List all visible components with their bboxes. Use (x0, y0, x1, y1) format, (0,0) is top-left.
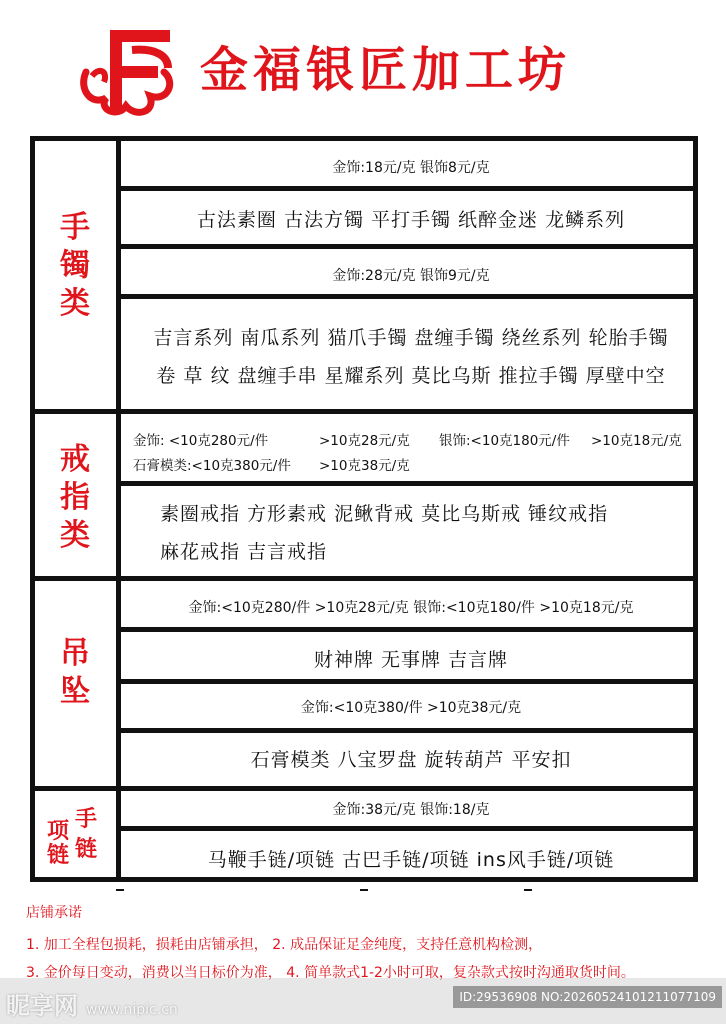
watermark-id: ID:29536908 NO:20260524101211077109 (453, 986, 722, 1008)
row-divider (121, 728, 698, 733)
page-title: 金福银匠加工坊 (200, 42, 572, 98)
pendant-price-2: 金饰:<10克380/件 >10克38元/克 (300, 700, 522, 716)
row-divider (121, 186, 698, 191)
chain-price: 金饰:38元/克 银饰:18/克 (332, 802, 490, 818)
category-label-ring: 戒指类 (60, 442, 90, 553)
category-label-pendant: 吊坠 (60, 636, 90, 709)
tick-mark (116, 889, 124, 891)
category-divider (35, 786, 698, 791)
watermark-site: 昵享网 www.nipic.cn (6, 992, 178, 1020)
pendant-price-1: 金饰:<10克280/件 >10克28元/克 银饰:<10克180/件 >10克18元/克 (188, 600, 634, 616)
promise-line-1: 1. 加工全程包损耗，损耗由店铺承担， 2. 成品保证足金纯度，支持任意机构检测， (26, 937, 543, 953)
row-divider (121, 679, 698, 684)
row-divider (121, 627, 698, 632)
pendant-styles-2: 石膏模类 八宝罗盘 旋转葫芦 平安扣 (250, 749, 572, 771)
category-label-necklace: 项 手 链 链 (47, 807, 98, 868)
price-table (30, 136, 698, 882)
category-label-bracelet: 手镯类 (60, 210, 90, 321)
bracelet-price-1: 金饰:18元/克 银饰8元/克 (332, 160, 490, 176)
bracelet-price-2: 金饰:28元/克 银饰9元/克 (332, 268, 490, 284)
row-divider (121, 294, 698, 299)
ring-price-line1: 金饰: <10克280元/件 >10克28元/克 银饰:<10克180元/件 >10克18元/克 (133, 433, 682, 449)
table-foot-ticks (0, 884, 726, 896)
tick-mark (360, 889, 368, 891)
promise-title: 店铺承诺 (26, 905, 82, 921)
category-divider (35, 576, 698, 581)
ring-styles-line2: 麻花戒指 吉言戒指 (160, 541, 328, 563)
header (0, 0, 726, 130)
row-divider (121, 244, 698, 249)
bracelet-styles-1: 古法素圈 古法方镯 平打手镯 纸醉金迷 龙鳞系列 (196, 209, 626, 231)
tick-mark (524, 889, 532, 891)
bracelet-styles-2-line1: 吉言系列 南瓜系列 猫爪手镯 盘缠手镯 绕丝系列 轮胎手镯 (153, 327, 669, 349)
bracelet-styles-2-line2: 卷 草 纹 盘缠手串 星耀系列 莫比乌斯 推拉手镯 厚壁中空 (156, 365, 666, 387)
promise-line-2: 3. 金价每日变动，消费以当日标价为准， 4. 简单款式1-2小时可取，复杂款式按时沟通取货时间。 (26, 965, 635, 981)
row-divider (121, 826, 698, 831)
ring-price-line2: 石膏模类:<10克380元/件 >10克38元/克 (133, 458, 410, 474)
row-divider (121, 481, 698, 486)
jinfu-f-logo (78, 26, 178, 118)
chain-styles: 马鞭手链/项链 古巴手链/项链 ins风手链/项链 (207, 849, 615, 871)
ring-styles-line1: 素圈戒指 方形素戒 泥鳅背戒 莫比乌斯戒 锤纹戒指 (160, 503, 609, 525)
pendant-styles-1: 财神牌 无事牌 吉言牌 (313, 649, 509, 671)
category-divider (35, 409, 698, 414)
